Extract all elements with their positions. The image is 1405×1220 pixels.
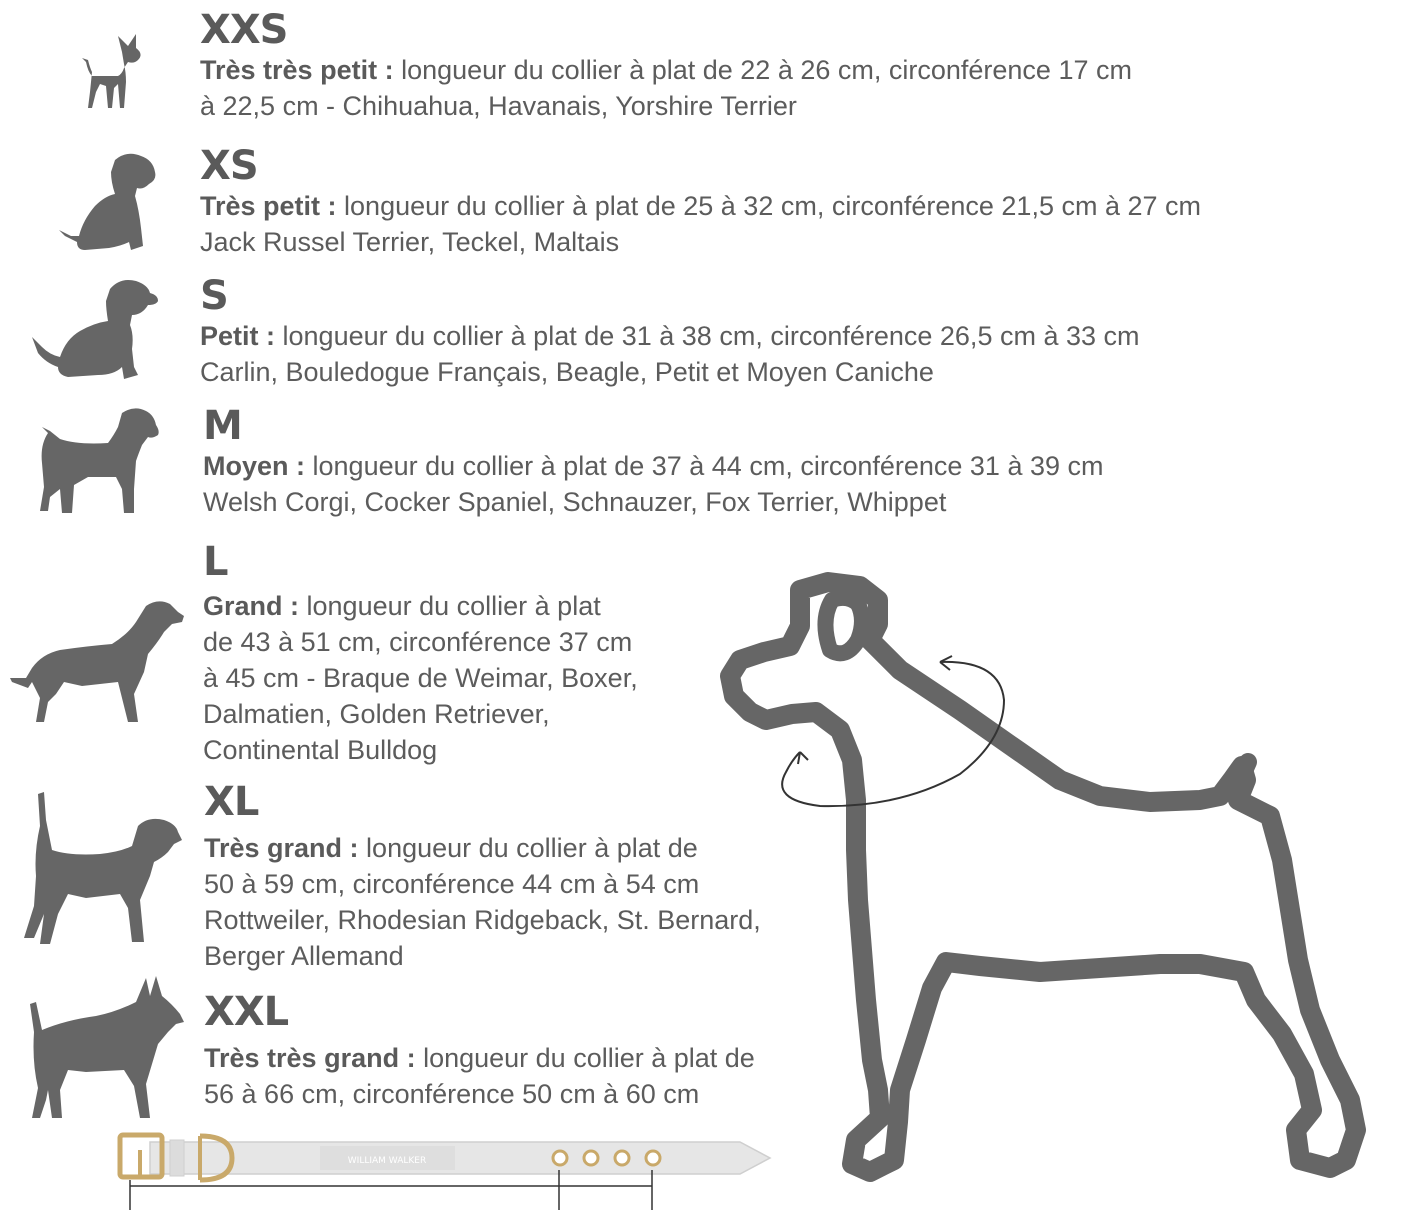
size-line: Berger Allemand [204,941,404,971]
size-label-m: M [203,403,242,449]
size-name: Très petit : [200,191,337,221]
dog-xxs-icon [78,32,158,112]
size-line: longueur du collier à plat de [358,833,698,863]
size-name: Grand : [203,591,300,621]
size-label-l: L [203,539,228,585]
size-line: longueur du collier à plat de 22 à 26 cm, circonférence 17 cm [393,55,1132,85]
size-name: Petit : [200,321,276,351]
size-line: Carlin, Bouledogue Français, Beagle, Petit et Moyen Caniche [200,357,934,387]
size-label-xxl: XXL [204,989,289,1035]
size-line: longueur du collier à plat [299,591,601,621]
size-line: longueur du collier à plat de 37 à 44 cm, circonférence 31 à 39 cm [305,451,1104,481]
size-description-l [203,588,763,768]
size-name: Moyen : [203,451,306,481]
dog-xs-icon [55,150,165,255]
size-description-xxs [200,52,1350,124]
size-label-s: S [200,273,228,319]
size-line: Continental Bulldog [203,735,438,765]
size-line: Welsh Corgi, Cocker Spaniel, Schnauzer, Fox Terrier, Whippet [203,487,947,517]
size-name: Très grand : [204,833,359,863]
size-line: de 43 à 51 cm, circonférence 37 cm [203,627,633,657]
collar-brand: WILLIAM WALKER [347,1156,427,1166]
size-line: à 45 cm - Braque de Weimar, Boxer, [203,663,638,693]
size-line: 50 à 59 cm, circonférence 44 cm à 54 cm [204,869,700,899]
size-line: 56 à 66 cm, circonférence 50 cm à 60 cm [204,1079,700,1109]
size-name: Très très grand : [204,1043,416,1073]
dog-m-icon [38,405,163,520]
dog-l-icon [8,598,186,728]
size-line: Dalmatien, Golden Retriever, [203,699,550,729]
size-line: longueur du collier à plat de 25 à 32 cm, circonférence 21,5 cm à 27 cm [336,191,1202,221]
size-name: Très très petit : [200,55,394,85]
dog-xl-icon [20,790,185,950]
size-description-s [200,318,1380,390]
dog-xxl-icon [26,972,191,1122]
size-description-m [203,448,1383,520]
size-label-xs: XS [200,143,258,189]
size-label-xl: XL [204,779,259,825]
boxer-outline-icon [700,560,1380,1215]
size-line: à 22,5 cm - Chihuahua, Havanais, Yorshire Terrier [200,91,797,121]
size-label-xxs: XXS [200,7,288,53]
size-line: longueur du collier à plat de [415,1043,755,1073]
size-line: longueur du collier à plat de 31 à 38 cm, circonférence 26,5 cm à 33 cm [275,321,1140,351]
size-description-xs [200,188,1380,260]
dog-s-icon [28,275,163,385]
size-line: Jack Russel Terrier, Teckel, Maltais [200,227,620,257]
size-line: Rottweiler, Rhodesian Ridgeback, St. Bernard, [204,905,761,935]
collar-illustration [110,1125,790,1220]
